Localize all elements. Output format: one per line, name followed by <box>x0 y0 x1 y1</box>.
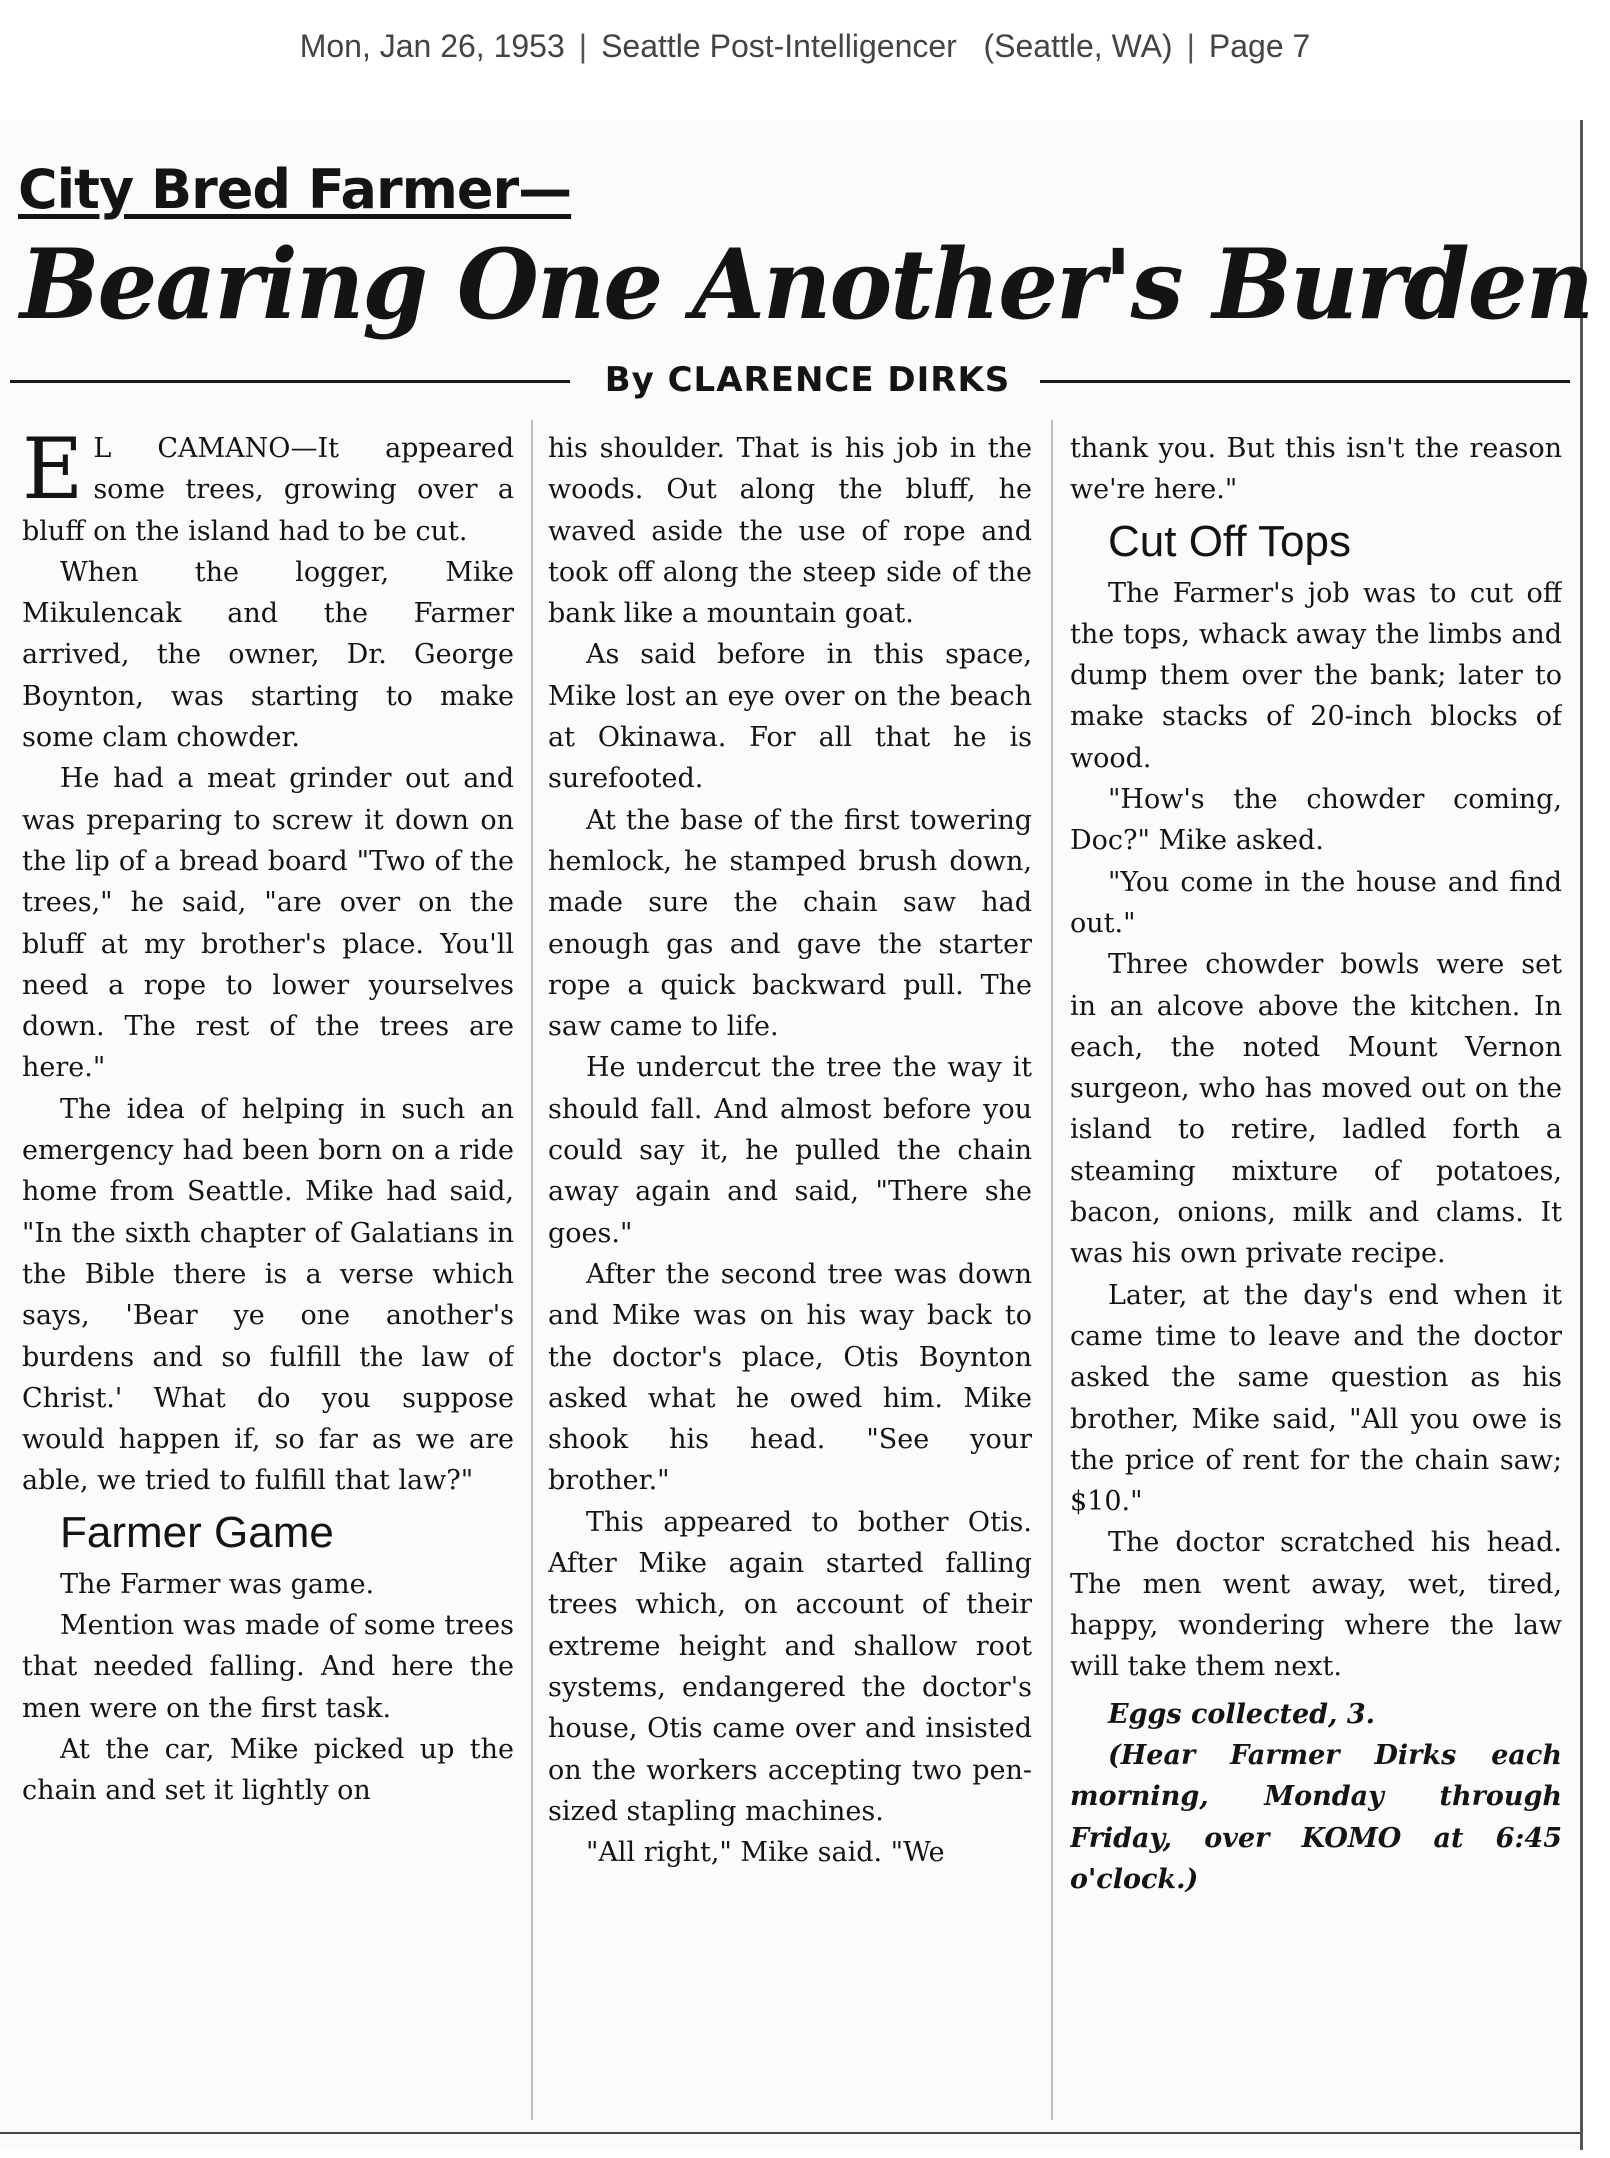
paragraph: Three chowder bowls were set in an alcove above the kitchen. In each, the noted Mount Vernon surgeon, who has moved out on the island to retire, ladled forth a steaming mixture of potatoes, bacon, onions, milk and clams. It was his own private recipe. <box>1070 949 1562 1270</box>
paragraph: The Farmer's job was to cut off the tops, whack away the limbs and dump them over the bank; later to make stacks of 20-inch blocks of wood. <box>1070 577 1562 774</box>
paragraph: After the second tree was down and Mike was on his way back to the doctor's place, Otis Boynton asked what he owed him. Mike shook his head. "See your brother." <box>548 1258 1032 1497</box>
newspaper-clipping <box>0 120 1593 2150</box>
paragraph: "How's the chowder coming, Doc?" Mike asked. <box>1070 784 1562 857</box>
page-number: Page 7 <box>1208 28 1311 64</box>
separator: | <box>1186 28 1195 64</box>
article-kicker: City Bred Farmer— <box>18 158 572 221</box>
article-byline: By CLARENCE DIRKS <box>604 360 1011 400</box>
byline-row <box>10 356 1570 404</box>
bottom-rule <box>0 2132 1580 2134</box>
publication-location: (Seattle, WA) <box>983 28 1173 64</box>
drop-cap: E <box>22 428 84 518</box>
paragraph: Later, at the day's end when it came time to leave and the doctor asked the same question as his brother, Mike said, "All you owe is the price of rent for the chain saw; $10." <box>1070 1279 1562 1518</box>
lead-paragraph <box>22 428 514 552</box>
column-divider <box>1051 420 1053 2120</box>
byline-rule-left <box>10 380 570 383</box>
article-column-2 <box>548 428 1032 2118</box>
paragraph: The doctor scratched his head. The men went away, wet, tired, happy, wondering where the law will take them next. <box>1070 1527 1562 1683</box>
lead-text: L CAMANO—It appeared some trees, growing over a bluff on the island had to be cut. <box>22 433 514 547</box>
publication-name: Seattle Post-Intelligencer <box>601 28 957 64</box>
paragraph: "All right," Mike said. "We <box>586 1837 945 1869</box>
byline-rule-right <box>1040 380 1570 383</box>
separator: | <box>578 28 588 64</box>
paragraph: He undercut the tree the way it should fall. And almost before you could say it, he pulled the chain away again and said, "There she goes." <box>548 1052 1032 1249</box>
paragraph: "You come in the house and find out." <box>1070 866 1562 939</box>
source-bar <box>0 0 1610 80</box>
paragraph: As said before in this space, Mike lost an eye over on the beach at Okinawa. For all that he is surefooted. <box>548 639 1032 795</box>
paragraph: The idea of helping in such an emergency had been born on a ride home from Seattle. Mike had said, "In the sixth chapter of Galatians in the Bible there is a verse which says, 'Bear ye one another's burdens and so fulfill the law of Christ.' What do you suppose would happen if, so far as we are able, we tried to fulfill that law?" <box>22 1093 514 1497</box>
paragraph: Mention was made of some trees that needed falling. And here the men were on the first task. <box>22 1610 514 1724</box>
paragraph: When the logger, Mike Mikulencak and the Farmer arrived, the owner, Dr. George Boynton, was starting to make some clam chowder. <box>22 556 514 754</box>
paragraph: This appeared to bother Otis. After Mike again started falling trees which, on account of their extreme height and shallow root systems, endangered the doctor's house, Otis came over and insisted on the workers accepting two pen-sized stapling machines. <box>548 1506 1032 1827</box>
paragraph: thank you. But this isn't the reason we're here." <box>1070 433 1562 506</box>
paragraph: At the base of the first towering hemlock, he stamped brush down, made sure the chain saw had enough gas and gave the starter rope a quick backward pull. The saw came to life. <box>548 804 1032 1043</box>
eggs-collected-note: Eggs collected, 3. <box>1108 1698 1376 1730</box>
column-divider <box>531 420 533 2120</box>
issue-date: Mon, Jan 26, 1953 <box>299 28 565 64</box>
article-column-3 <box>1070 428 1562 2118</box>
paragraph: He had a meat grinder out and was preparing to screw it down on the lip of a bread board "Two of the trees," he said, "are over on the bluff at my brother's place. You'll need a rope to lower yourselves down. The rest of the trees are here." <box>22 763 514 1084</box>
paragraph: The Farmer was game. <box>60 1568 375 1600</box>
subhead-cut-off-tops: Cut Off Tops <box>1108 516 1351 566</box>
subhead-farmer-game: Farmer Game <box>60 1507 334 1557</box>
radio-note: (Hear Farmer Dirks each morning, Monday through Friday, over KOMO at 6:45 o'clock.) <box>1070 1739 1562 1895</box>
paragraph: At the car, Mike picked up the chain and set it lightly on <box>22 1733 514 1807</box>
article-column-1 <box>22 428 514 2118</box>
paragraph: his shoulder. That is his job in the woods. Out along the bluff, he waved aside the use of rope and took off along the steep side of the bank like a mountain goat. <box>548 433 1032 630</box>
article-headline: Bearing One Another's Burden <box>20 228 1593 341</box>
